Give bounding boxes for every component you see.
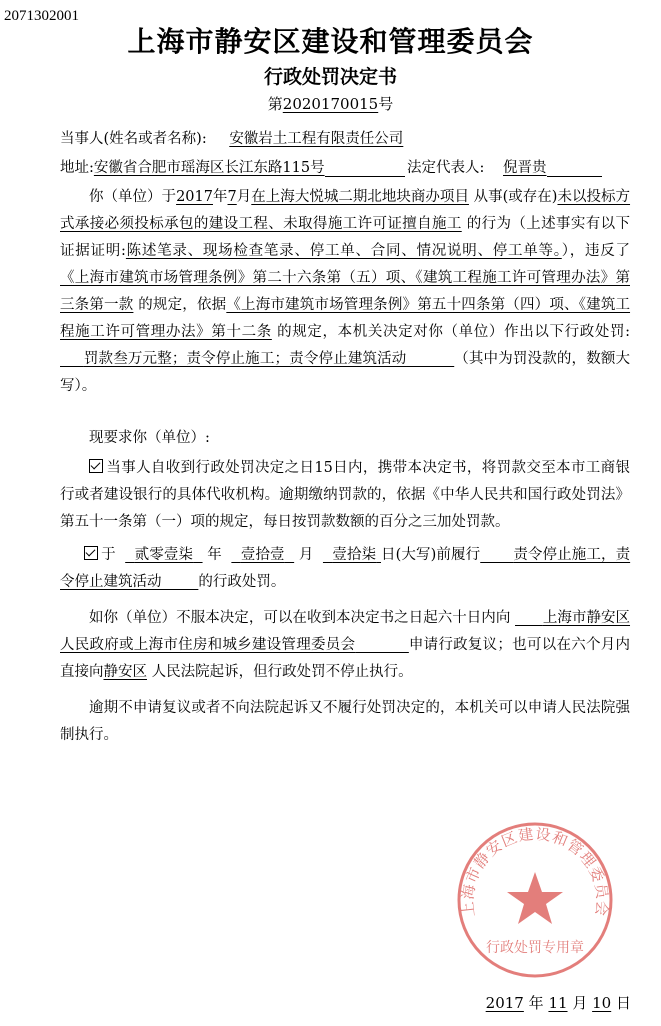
facts-legal-basis: 《上海市建筑市场管理条例》第五十四条第（四）项、《建筑工程施工许可管理办法》第十二条 — [60, 297, 631, 340]
facts-place: 在上海大悦城二期北地块商办项目 — [251, 189, 469, 205]
facts-text-1: 你（单位）于 — [89, 189, 177, 205]
page-subtitle: 行政处罚决定书 — [263, 66, 397, 88]
facts-violated-rules: 《上海市建筑市场管理条例》第二十六条第（五）项、《建筑工程施工许可管理办法》第三条第一款 — [60, 270, 630, 313]
official-seal — [455, 820, 615, 980]
fine-checkbox — [89, 459, 103, 473]
date-year-unit: 年 — [528, 994, 544, 1012]
party-name: 安徽岩土工程有限责任公司 — [229, 131, 404, 147]
appeal-paragraph — [60, 605, 630, 686]
facts-penalty: 罚款叁万元整；责令停止施工；责令停止建筑活动 — [83, 351, 407, 367]
deadline-checkbox — [84, 546, 98, 560]
number-prefix: 第 — [267, 95, 283, 113]
facts-text-6: ），违反了 — [561, 243, 631, 259]
deadline-day: 壹拾柒 — [332, 547, 377, 563]
appeal-court: 静安区 — [103, 664, 147, 680]
rep-name: 倪晋贵 — [503, 160, 547, 176]
page-title: 上海市静安区建设和管理委员会 — [127, 25, 534, 58]
address-label: 地址: — [60, 160, 94, 176]
number-suffix: 号 — [378, 95, 394, 113]
facts-text-5: 的行为（上述事实有以下证据证明: — [60, 216, 631, 259]
date-day: 10 — [592, 994, 612, 1012]
fine-clause-text: 当事人自收到行政处罚决定之日15日内，携带本决定书，将罚款交至本市工商银行或者建设银行的具体代收机构。逾期缴纳罚款的，依据《中华人民共和国行政处罚法》第五十一条第（一）项的规定，每日按罚款数额的百分之三加处罚款。 — [60, 460, 630, 530]
facts-month: 7 — [227, 189, 237, 205]
date-month: 11 — [548, 994, 568, 1012]
appeal-text-1: 如你（单位）不服本决定，可以在收到本决定书之日起六十日内向 — [89, 610, 511, 626]
party-name-line — [60, 127, 403, 148]
deadline-text-4: 日(大写)前履行 — [381, 547, 481, 563]
deadline-text-1: 于 — [101, 547, 116, 563]
deadline-text-3: 月 — [298, 547, 314, 563]
deadline-text-2: 年 — [207, 547, 222, 563]
rep-blank — [547, 160, 602, 177]
facts-text-8: 的规定，本机关决定对你（单位）作出以下行政处罚: — [277, 324, 631, 340]
deadline-action: 责令停止施工，责令停止建筑活动 — [60, 547, 631, 590]
party-address-line — [60, 156, 405, 177]
facts-evidence: 陈述笔录、现场检查笔录、停工单、合同、情况说明、停工单等。 — [125, 243, 562, 259]
deadline-day-wrap — [323, 547, 381, 563]
document-id: 2071302001 — [4, 8, 79, 24]
facts-paragraph — [60, 184, 630, 400]
decision-number — [0, 93, 661, 114]
facts-text-2: 年 — [212, 189, 228, 205]
deadline-text-5: 的行政处罚。 — [198, 574, 286, 590]
appeal-body: 上海市静安区人民政府或上海市住房和城乡建设管理委员会 — [60, 610, 631, 653]
rep-line — [407, 156, 602, 177]
date-month-unit: 月 — [572, 994, 588, 1012]
facts-text-4: 从事(或存在) — [473, 189, 558, 205]
facts-penalty-wrap — [60, 351, 454, 367]
facts-text-7: 的规定，依据 — [138, 297, 227, 313]
facts-act: 未以投标方式承接必须投标承包的建设工程、未取得施工许可证擅自施工 — [60, 189, 631, 232]
party-label: 当事人(姓名或者名称): — [60, 131, 207, 147]
enforcement-paragraph: 逾期不申请复议或者不向法院起诉又不履行处罚决定的，本机关可以申请人民法院强制执行。 — [60, 700, 630, 743]
fine-clause — [60, 455, 630, 536]
appeal-text-3: 人民法院起诉，但行政处罚不停止执行。 — [151, 664, 413, 680]
facts-year: 2017 — [176, 189, 213, 205]
date-year: 2017 — [485, 994, 524, 1012]
deadline-month: 壹拾壹 — [240, 547, 285, 563]
issue-date — [486, 992, 631, 1013]
requirement-label: 现要求你（单位）: — [89, 430, 210, 446]
appeal-text-2: 申请行政复议；也可以在六个月内直接向 — [60, 637, 631, 680]
rep-label: 法定代表人: — [407, 160, 485, 176]
deadline-month-wrap — [231, 547, 294, 563]
deadline-clause — [60, 542, 630, 596]
date-day-unit: 日 — [615, 994, 631, 1012]
seal-outer-text: 上海市静安区建设和管理委员会 — [458, 824, 612, 918]
facts-text-3: 月 — [236, 189, 252, 205]
seal-inner-text: 行政处罚专用章 — [486, 940, 584, 956]
star-icon — [507, 872, 563, 924]
deadline-year: 贰零壹柒 — [134, 547, 194, 563]
party-address: 安徽省合肥市瑶海区长江东路115号 — [93, 160, 325, 176]
deadline-year-wrap — [125, 547, 202, 563]
number-value: 2020170015 — [282, 95, 379, 113]
address-blank — [325, 160, 405, 177]
facts-text-9: （其中为罚没款的，数额大写）。 — [60, 351, 631, 394]
